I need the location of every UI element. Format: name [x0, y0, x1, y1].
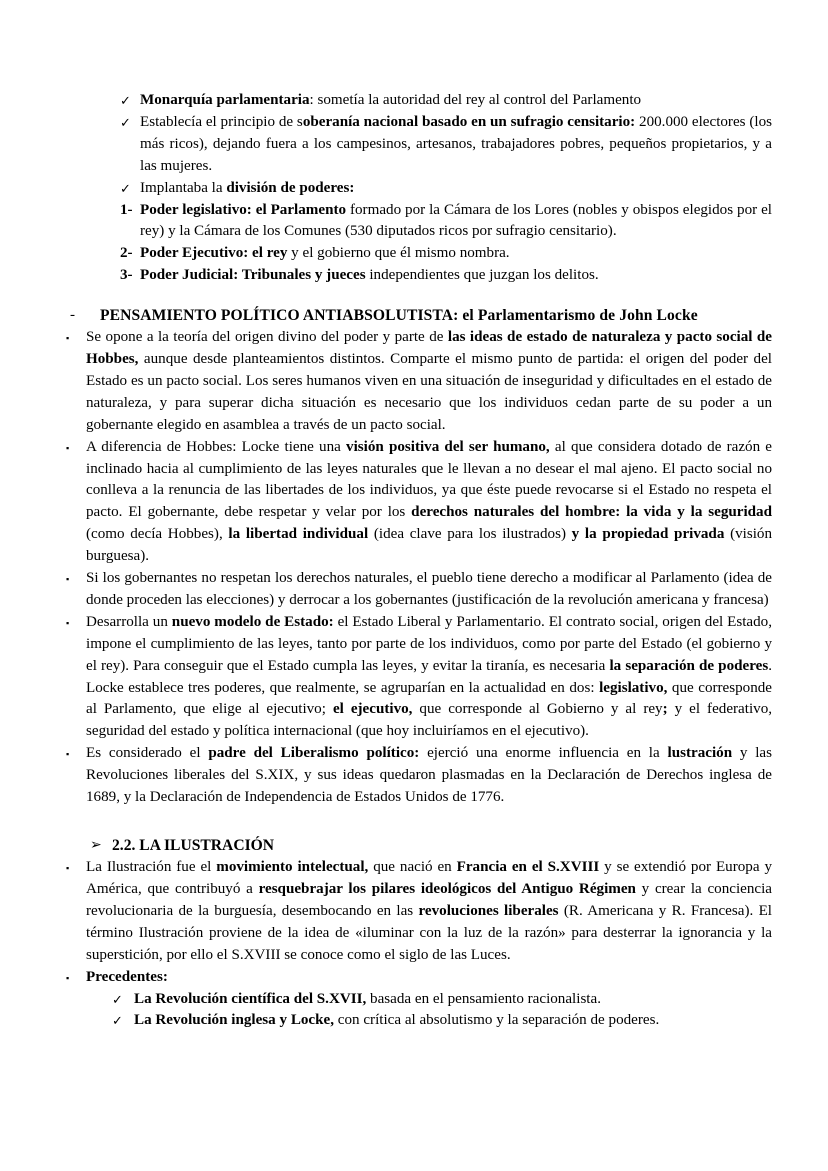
paragraph-item — [56, 437, 772, 568]
square-bullet-icon: ▪ — [66, 863, 70, 873]
numbered-item-text: Poder Judicial: Tribunales y jueces independientes que juzgan los delitos. — [140, 267, 599, 284]
square-bullet-icon: ▪ — [66, 574, 70, 585]
check-icon: ✓ — [112, 991, 123, 1007]
square-bullet-icon: ▪ — [66, 442, 70, 453]
paragraph-item — [56, 612, 772, 743]
locke-paragraph-list — [56, 327, 772, 809]
precedent-text: La Revolución inglesa y Locke, con crítica al absolutismo y la separación de poderes. — [134, 1012, 660, 1029]
heading-text: 2.2. LA ILUSTRACIÓN — [112, 837, 275, 854]
paragraph-text: Se opone a la teoría del origen divino del poder y parte de las ideas de estado de naturaleza y pacto social de Hobbes, aunque desde planteamientos distintos. Comparte el mismo punto de partida: el origen del poder del Estado es un pacto social. Los seres humanos viven en una situación de inseguridad y dificultades en el estado de naturaleza, y para superar dicha situación es necesario que los individuos cedan parte de su poder a un gobernante elegido en asamblea a través de un pacto social. — [86, 329, 773, 433]
list-number: 1- — [120, 201, 133, 218]
paragraph-text: La Ilustración fue el movimiento intelectual, que nació en Francia en el S.XVIII y se extendió por Europa y América, que contribuyó a resquebrajar los pilares ideológicos del Antiguo Régimen y crear la conciencia revolucionaria de la burguesía, desembocando en las revoluciones liberales (R. Americana y R. Francesa). El término Ilustración proviene de la idea de «iluminar con la luz de la razón» para desterrar la ignorancia y la superstición, por ello el S.XVIII se conoce como el siglo de las Luces. — [86, 859, 773, 963]
square-bullet-icon: ▪ — [66, 333, 70, 344]
numbered-list-item — [56, 265, 772, 287]
dash-bullet-icon: - — [70, 307, 76, 324]
list-item-text: Establecía el principio de soberanía nacional basado en un sufragio censitario: 200.000 electores (los más ricos), dejando fuera a los campesinos, artesanos, trabajadores pobres, pequeños propietarios, y a las mujeres. — [140, 113, 772, 174]
precedent-text: La Revolución científica del S.XVII, basada en el pensamiento racionalista. — [134, 990, 601, 1007]
precedents-label: Precedentes: — [86, 968, 168, 985]
paragraph-text: A diferencia de Hobbes: Locke tiene una visión positiva del ser humano, al que considera dotado de razón e inclinado hacia al cumplimiento de las leyes naturales que le llevan a no desear el mal ajeno. El pacto social no conlleva a la renuncia de las libertades de los individuos, ya que éste puede revocarse si el Estado no respeta el pacto. El gobernante, debe respetar y velar por los derechos naturales del hombre: la vida y la seguridad (como decía Hobbes), la libertad individual (idea clave para los ilustrados) y la propiedad privada (visión burguesa). — [86, 438, 773, 565]
paragraph-item — [56, 857, 772, 967]
square-bullet-icon: ▪ — [66, 617, 70, 628]
list-item — [56, 112, 772, 178]
numbered-list-item — [56, 243, 772, 265]
ilustracion-paragraph-list — [56, 857, 772, 1032]
numbered-item-text: Poder Ejecutivo: el rey y el gobierno que él mismo nombra. — [140, 245, 510, 262]
list-item-text: Implantaba la división de poderes: — [140, 179, 355, 196]
paragraph-item — [56, 327, 772, 437]
paragraph-text: Si los gobernantes no respetan los derechos naturales, el pueblo tiene derecho a modificar al Parlamento (idea de donde proceden las elecciones) y derrocar a los gobernantes (justificación de la revolución americana y francesa) — [86, 570, 772, 608]
precedent-item — [56, 1010, 772, 1032]
precedent-item — [56, 989, 772, 1011]
square-bullet-icon: ▪ — [66, 972, 70, 983]
paragraph-text: Desarrolla un nuevo modelo de Estado: el Estado Liberal y Parlamentario. El contrato social, origen del Estado, impone el cumplimiento de las leyes, tanto por parte de los individuos, como por parte del Estado (el gobierno y el rey). Para conseguir que el Estado cumpla las leyes, y evitar la tiranía, es necesaria la separación de poderes. Locke establece tres poderes, que realmente, se agruparían en la actualidad en dos: legislativo, que corresponde al Parlamento, que elige al ejecutivo; el ejecutivo, que corresponde al Gobierno y al rey; y el federativo, seguridad del estado y política internacional (que hoy incluiríamos en el ejecutivo). — [86, 613, 773, 740]
check-icon: ✓ — [112, 1013, 123, 1029]
locke-section-heading — [56, 305, 772, 327]
paragraph-item — [56, 743, 772, 809]
precedents-label-item — [56, 967, 772, 989]
paragraph-text: Es considerado el padre del Liberalismo político: ejerció una enorme influencia en la lustración y las Revoluciones liberales del S.XIX, y sus ideas quedaron plasmadas en la Declaración de Derechos inglesa de 1689, y la Declaración de Independencia de Estados Unidos de 1776. — [86, 745, 773, 806]
square-bullet-icon: ▪ — [66, 749, 70, 760]
list-item — [56, 90, 772, 112]
numbered-list-item — [56, 200, 772, 244]
arrow-bullet-icon: ➢ — [90, 838, 102, 853]
ilustracion-section-heading — [56, 835, 772, 857]
numbered-item-text: Poder legislativo: el Parlamento formado por la Cámara de los Lores (nobles y obispos elegidos por el rey) y la Cámara de los Comunes (530 diputados ricos por sufragio censitario). — [140, 201, 772, 240]
parliamentary-monarchy-list — [56, 90, 772, 200]
check-icon: ✓ — [120, 114, 131, 130]
powers-numbered-list — [56, 200, 772, 288]
check-icon: ✓ — [120, 93, 131, 108]
list-number: 2- — [120, 245, 133, 262]
list-item-text: Monarquía parlamentaria: sometía la autoridad del rey al control del Parlamento — [140, 92, 642, 108]
list-item — [56, 178, 772, 200]
paragraph-item — [56, 568, 772, 612]
heading-text: PENSAMIENTO POLÍTICO ANTIABSOLUTISTA: el Parlamentarismo de John Locke — [100, 307, 698, 325]
list-number: 3- — [120, 267, 133, 284]
check-icon: ✓ — [120, 180, 131, 196]
